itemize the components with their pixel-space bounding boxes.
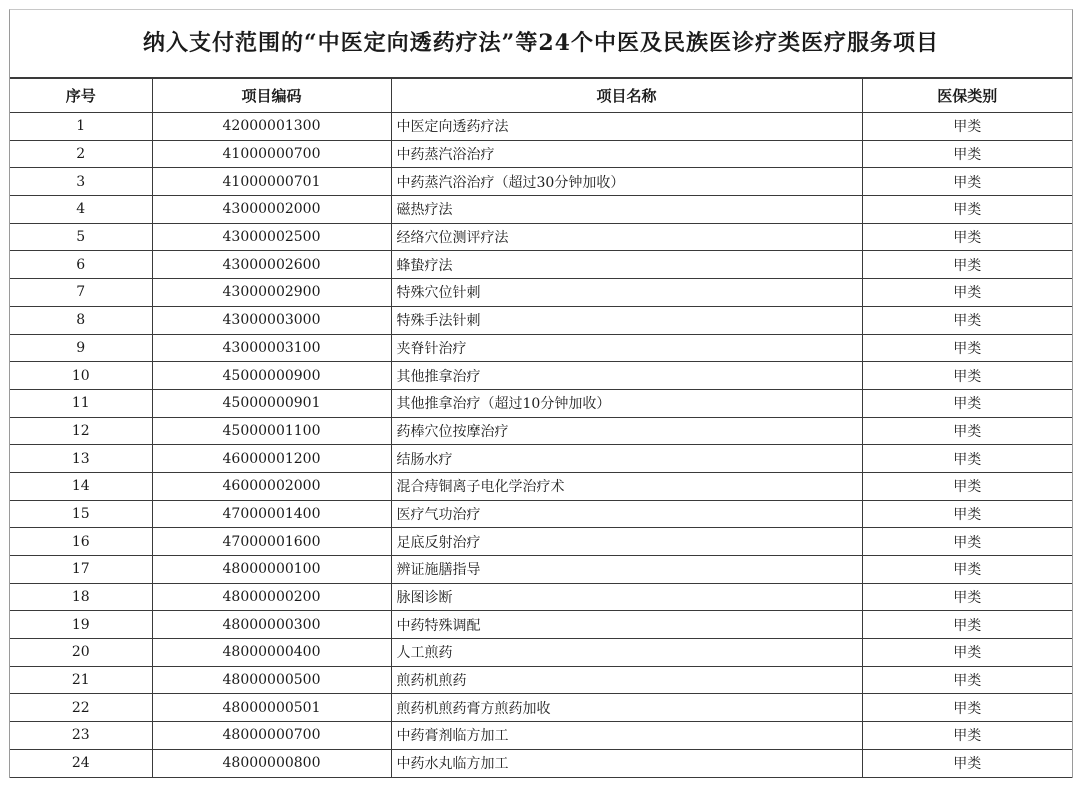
cell-name: 人工煎药 bbox=[391, 639, 862, 667]
cell-category: 甲类 bbox=[862, 140, 1072, 168]
cell-category: 甲类 bbox=[862, 694, 1072, 722]
cell-seq: 11 bbox=[10, 389, 152, 417]
header-category: 医保类别 bbox=[862, 79, 1072, 113]
table-row bbox=[10, 666, 1072, 694]
cell-name: 蜂蛰疗法 bbox=[391, 251, 862, 279]
table-row bbox=[10, 639, 1072, 667]
cell-name: 其他推拿治疗（超过10分钟加收） bbox=[391, 389, 862, 417]
cell-seq: 13 bbox=[10, 445, 152, 473]
cell-code: 46000001200 bbox=[152, 445, 391, 473]
cell-seq: 3 bbox=[10, 168, 152, 196]
header-name: 项目名称 bbox=[391, 79, 862, 113]
cell-seq: 19 bbox=[10, 611, 152, 639]
cell-code: 46000002000 bbox=[152, 472, 391, 500]
header-row bbox=[10, 79, 1072, 113]
cell-category: 甲类 bbox=[862, 445, 1072, 473]
cell-name: 煎药机煎药 bbox=[391, 666, 862, 694]
cell-seq: 2 bbox=[10, 140, 152, 168]
cell-seq: 23 bbox=[10, 722, 152, 750]
cell-code: 48000000100 bbox=[152, 556, 391, 584]
cell-name: 中药蒸汽浴治疗（超过30分钟加收） bbox=[391, 168, 862, 196]
cell-seq: 8 bbox=[10, 306, 152, 334]
cell-category: 甲类 bbox=[862, 306, 1072, 334]
cell-name: 经络穴位测评疗法 bbox=[391, 223, 862, 251]
table-row bbox=[10, 168, 1072, 196]
cell-category: 甲类 bbox=[862, 639, 1072, 667]
cell-code: 48000000800 bbox=[152, 749, 391, 777]
table-row bbox=[10, 749, 1072, 777]
cell-code: 43000002000 bbox=[152, 196, 391, 224]
cell-code: 41000000700 bbox=[152, 140, 391, 168]
cell-category: 甲类 bbox=[862, 500, 1072, 528]
cell-seq: 10 bbox=[10, 362, 152, 390]
cell-name: 煎药机煎药膏方煎药加收 bbox=[391, 694, 862, 722]
cell-name: 中药水丸临方加工 bbox=[391, 749, 862, 777]
cell-category: 甲类 bbox=[862, 196, 1072, 224]
table-row bbox=[10, 556, 1072, 584]
cell-category: 甲类 bbox=[862, 279, 1072, 307]
cell-code: 43000002600 bbox=[152, 251, 391, 279]
cell-code: 45000001100 bbox=[152, 417, 391, 445]
cell-code: 48000000500 bbox=[152, 666, 391, 694]
table-row bbox=[10, 528, 1072, 556]
table-row bbox=[10, 251, 1072, 279]
cell-name: 足底反射治疗 bbox=[391, 528, 862, 556]
table-row bbox=[10, 389, 1072, 417]
cell-name: 其他推拿治疗 bbox=[391, 362, 862, 390]
cell-category: 甲类 bbox=[862, 223, 1072, 251]
header-seq: 序号 bbox=[10, 79, 152, 113]
cell-code: 43000003100 bbox=[152, 334, 391, 362]
cell-seq: 7 bbox=[10, 279, 152, 307]
cell-seq: 5 bbox=[10, 223, 152, 251]
table-row bbox=[10, 500, 1072, 528]
cell-seq: 20 bbox=[10, 639, 152, 667]
cell-seq: 16 bbox=[10, 528, 152, 556]
cell-seq: 22 bbox=[10, 694, 152, 722]
table-row bbox=[10, 306, 1072, 334]
cell-code: 48000000700 bbox=[152, 722, 391, 750]
cell-category: 甲类 bbox=[862, 389, 1072, 417]
cell-seq: 6 bbox=[10, 251, 152, 279]
cell-code: 45000000901 bbox=[152, 389, 391, 417]
cell-name: 中药膏剂临方加工 bbox=[391, 722, 862, 750]
spreadsheet bbox=[9, 9, 1073, 778]
cell-category: 甲类 bbox=[862, 113, 1072, 141]
cell-name: 脉图诊断 bbox=[391, 583, 862, 611]
cell-name: 中医定向透药疗法 bbox=[391, 113, 862, 141]
cell-seq: 17 bbox=[10, 556, 152, 584]
table-row bbox=[10, 140, 1072, 168]
cell-name: 药棒穴位按摩治疗 bbox=[391, 417, 862, 445]
cell-code: 48000000200 bbox=[152, 583, 391, 611]
cell-code: 45000000900 bbox=[152, 362, 391, 390]
cell-name: 夹脊针治疗 bbox=[391, 334, 862, 362]
cell-name: 特殊穴位针刺 bbox=[391, 279, 862, 307]
cell-code: 48000000400 bbox=[152, 639, 391, 667]
cell-name: 混合痔铜离子电化学治疗术 bbox=[391, 472, 862, 500]
cell-name: 中药蒸汽浴治疗 bbox=[391, 140, 862, 168]
cell-category: 甲类 bbox=[862, 334, 1072, 362]
cell-category: 甲类 bbox=[862, 722, 1072, 750]
cell-category: 甲类 bbox=[862, 528, 1072, 556]
page-title: 纳入支付范围的“中医定向透药疗法”等24个中医及民族医诊疗类医疗服务项目 bbox=[10, 10, 1072, 78]
cell-name: 辨证施膳指导 bbox=[391, 556, 862, 584]
cell-seq: 18 bbox=[10, 583, 152, 611]
services-table bbox=[10, 78, 1072, 778]
cell-category: 甲类 bbox=[862, 583, 1072, 611]
table-row bbox=[10, 334, 1072, 362]
cell-name: 中药特殊调配 bbox=[391, 611, 862, 639]
table-row bbox=[10, 362, 1072, 390]
table-row bbox=[10, 279, 1072, 307]
table-row bbox=[10, 417, 1072, 445]
table-row bbox=[10, 472, 1072, 500]
cell-code: 47000001400 bbox=[152, 500, 391, 528]
cell-name: 结肠水疗 bbox=[391, 445, 862, 473]
cell-seq: 24 bbox=[10, 749, 152, 777]
cell-seq: 21 bbox=[10, 666, 152, 694]
cell-category: 甲类 bbox=[862, 472, 1072, 500]
table-row bbox=[10, 722, 1072, 750]
cell-category: 甲类 bbox=[862, 749, 1072, 777]
cell-code: 48000000300 bbox=[152, 611, 391, 639]
table-row bbox=[10, 694, 1072, 722]
cell-category: 甲类 bbox=[862, 168, 1072, 196]
cell-name: 医疗气功治疗 bbox=[391, 500, 862, 528]
cell-seq: 14 bbox=[10, 472, 152, 500]
cell-category: 甲类 bbox=[862, 417, 1072, 445]
table-row bbox=[10, 611, 1072, 639]
cell-seq: 12 bbox=[10, 417, 152, 445]
table-row bbox=[10, 223, 1072, 251]
table-body bbox=[10, 113, 1072, 778]
cell-seq: 9 bbox=[10, 334, 152, 362]
cell-category: 甲类 bbox=[862, 556, 1072, 584]
cell-seq: 15 bbox=[10, 500, 152, 528]
table-row bbox=[10, 445, 1072, 473]
cell-seq: 4 bbox=[10, 196, 152, 224]
cell-code: 43000002900 bbox=[152, 279, 391, 307]
cell-code: 48000000501 bbox=[152, 694, 391, 722]
cell-name: 磁热疗法 bbox=[391, 196, 862, 224]
cell-code: 43000003000 bbox=[152, 306, 391, 334]
cell-category: 甲类 bbox=[862, 666, 1072, 694]
cell-code: 43000002500 bbox=[152, 223, 391, 251]
header-code: 项目编码 bbox=[152, 79, 391, 113]
cell-code: 41000000701 bbox=[152, 168, 391, 196]
table-row bbox=[10, 583, 1072, 611]
table-row bbox=[10, 113, 1072, 141]
cell-category: 甲类 bbox=[862, 362, 1072, 390]
cell-category: 甲类 bbox=[862, 251, 1072, 279]
table-row bbox=[10, 196, 1072, 224]
cell-category: 甲类 bbox=[862, 611, 1072, 639]
cell-seq: 1 bbox=[10, 113, 152, 141]
cell-code: 42000001300 bbox=[152, 113, 391, 141]
cell-name: 特殊手法针刺 bbox=[391, 306, 862, 334]
cell-code: 47000001600 bbox=[152, 528, 391, 556]
